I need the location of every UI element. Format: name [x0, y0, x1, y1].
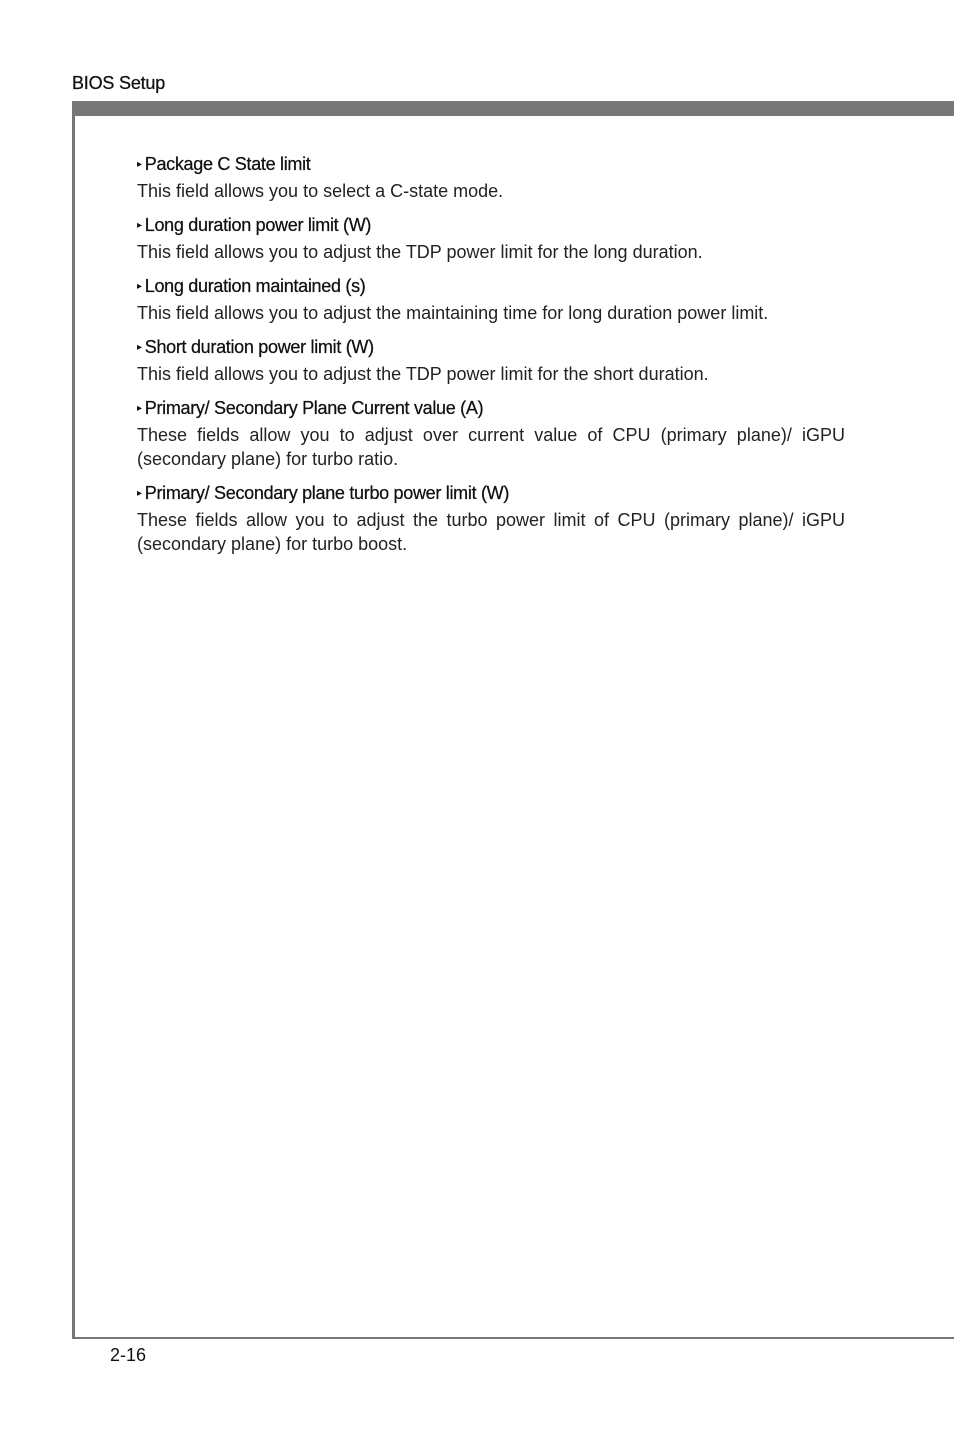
list-item-package-c-state-limit — [137, 152, 845, 203]
item-heading — [137, 213, 845, 238]
settings-description-list — [137, 152, 845, 566]
item-description: These fields allow you to adjust the turbo power limit of CPU (primary plane)/ iGPU (secondary plane) for turbo boost. — [137, 510, 845, 554]
item-heading — [137, 481, 845, 506]
item-description: This field allows you to adjust the maintaining time for long duration power limit. — [137, 303, 769, 323]
item-heading — [137, 335, 845, 360]
item-heading — [137, 152, 845, 177]
page-header-title: BIOS Setup — [72, 73, 166, 93]
list-item-plane-current-value — [137, 396, 845, 471]
list-item-long-duration-power-limit — [137, 213, 845, 264]
triangle-bullet-icon: ▸ — [137, 403, 142, 414]
triangle-bullet-icon: ▸ — [137, 159, 142, 170]
item-title: Primary/ Secondary Plane Current value (A) — [144, 398, 484, 418]
item-description: These fields allow you to adjust over current value of CPU (primary plane)/ iGPU (secondary plane) for turbo ratio. — [137, 425, 845, 469]
item-title: Package C State limit — [144, 154, 311, 174]
triangle-bullet-icon: ▸ — [137, 342, 142, 353]
triangle-bullet-icon: ▸ — [137, 281, 142, 292]
page-number: 2-16 — [110, 1345, 147, 1365]
left-margin-rule — [72, 101, 75, 1339]
list-item-short-duration-power-limit — [137, 335, 845, 386]
item-description: This field allows you to adjust the TDP power limit for the long duration. — [137, 242, 703, 262]
item-heading — [137, 274, 845, 299]
bottom-rule — [72, 1337, 954, 1339]
item-heading — [137, 396, 845, 421]
item-title: Primary/ Secondary plane turbo power limit (W) — [144, 483, 510, 503]
item-title: Long duration power limit (W) — [144, 215, 372, 235]
list-item-long-duration-maintained — [137, 274, 845, 325]
item-description: This field allows you to select a C-state mode. — [137, 181, 504, 201]
header-bar — [72, 101, 954, 116]
list-item-plane-turbo-power-limit — [137, 481, 845, 556]
triangle-bullet-icon: ▸ — [137, 488, 142, 499]
item-description: This field allows you to adjust the TDP power limit for the short duration. — [137, 364, 709, 384]
item-title: Long duration maintained (s) — [144, 276, 366, 296]
triangle-bullet-icon: ▸ — [137, 220, 142, 231]
item-title: Short duration power limit (W) — [144, 337, 374, 357]
